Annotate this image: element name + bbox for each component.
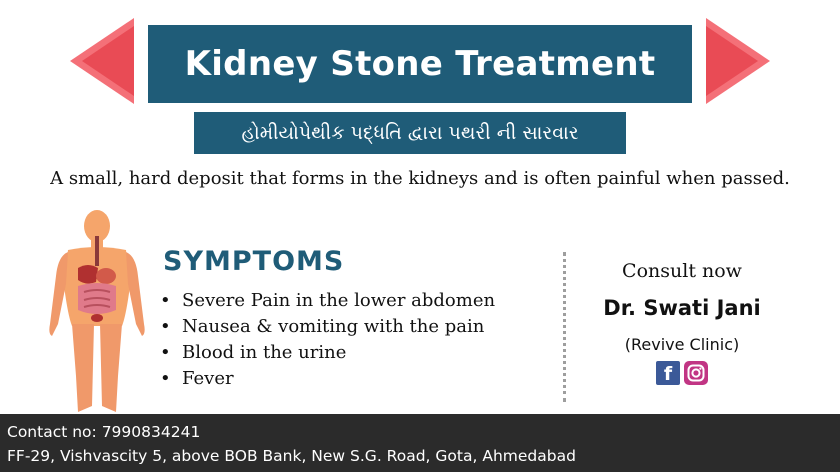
symptom-text: Blood in the urine xyxy=(182,342,347,363)
gujarati-subtitle: હોમીયોપેથીક પદ્ધતિ દ્વારા પથરી ની સારવાર xyxy=(194,112,626,154)
footer xyxy=(0,414,840,472)
instagram-icon[interactable] xyxy=(684,361,708,385)
list-item xyxy=(160,288,495,314)
right-arrow-decoration xyxy=(706,18,770,104)
list-item xyxy=(160,366,495,392)
consult-label: Consult now xyxy=(622,260,742,282)
page-title: Kidney Stone Treatment xyxy=(148,25,692,103)
list-item xyxy=(160,314,495,340)
symptom-text: Fever xyxy=(182,368,234,389)
bullet: • xyxy=(160,368,171,389)
facebook-icon[interactable]: f xyxy=(656,361,680,385)
symptoms-heading: SYMPTOMS xyxy=(163,246,345,277)
contact-number: Contact no: 7990834241 xyxy=(7,423,201,441)
doctor-name: Dr. Swati Jani xyxy=(603,296,761,320)
clinic-name: (Revive Clinic) xyxy=(624,335,740,354)
bullet: • xyxy=(160,290,171,311)
human-body-illustration xyxy=(38,206,156,416)
left-arrow-decoration xyxy=(70,18,134,104)
symptom-text: Nausea & vomiting with the pain xyxy=(182,316,485,337)
symptom-text: Severe Pain in the lower abdomen xyxy=(182,290,496,311)
description-text: A small, hard deposit that forms in the kidneys and is often painful when passed. xyxy=(50,168,790,189)
address: FF-29, Vishvascity 5, above BOB Bank, New S.G. Road, Gota, Ahmedabad xyxy=(7,447,576,465)
bullet: • xyxy=(160,342,171,363)
list-item xyxy=(160,340,495,366)
dotted-divider xyxy=(563,252,566,402)
social-icons xyxy=(656,361,708,387)
symptoms-list xyxy=(160,288,495,392)
bullet: • xyxy=(160,316,171,337)
